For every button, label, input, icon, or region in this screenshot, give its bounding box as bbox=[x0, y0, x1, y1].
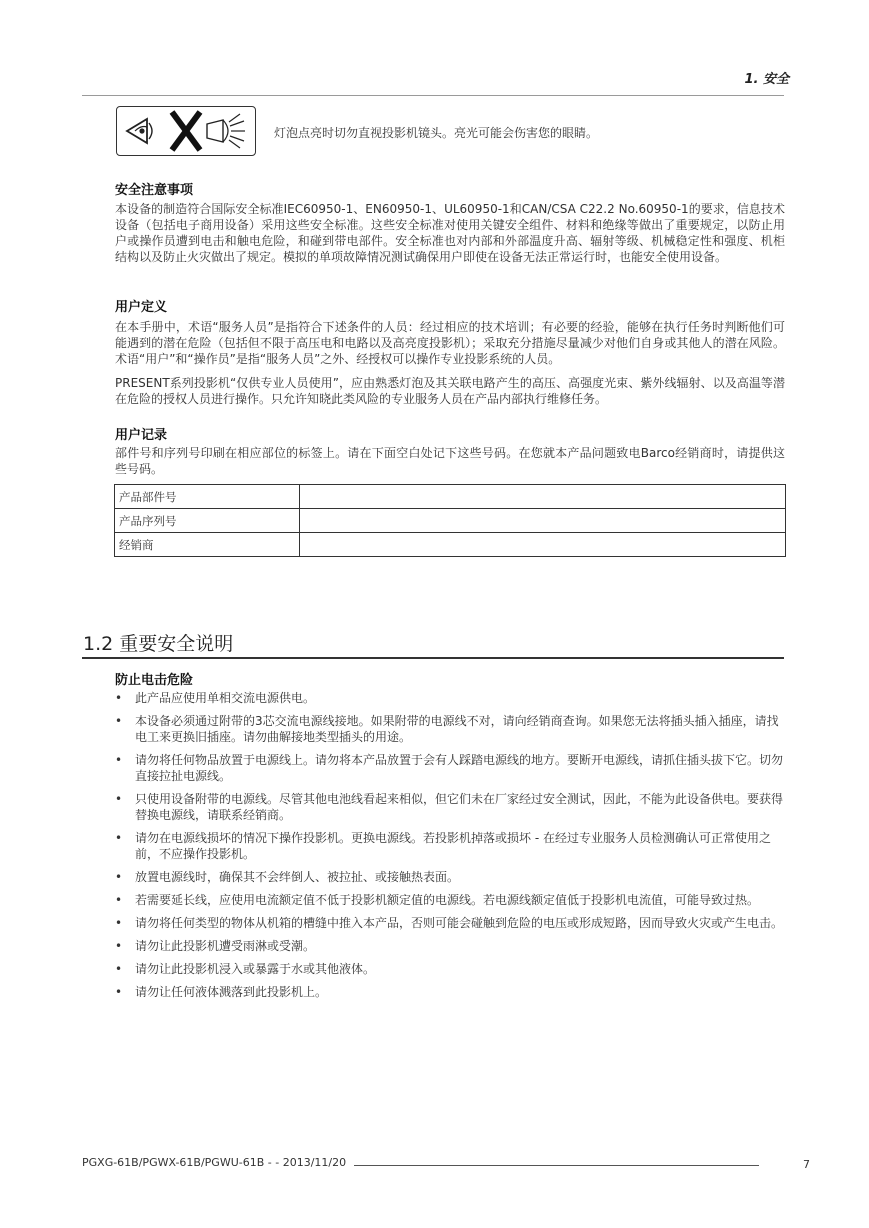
list-item-text: 请勿让此投影机遭受雨淋或受潮。 bbox=[135, 939, 316, 953]
list-item bbox=[115, 791, 787, 823]
table-row bbox=[115, 509, 786, 533]
user-record-title: 用户记录 bbox=[115, 428, 168, 443]
list-item bbox=[115, 869, 787, 885]
list-item bbox=[115, 961, 787, 977]
list-item bbox=[115, 915, 787, 931]
record-label-part-number: 产品部件号 bbox=[115, 485, 300, 509]
list-item-text: 请勿在电源线损坏的情况下操作投影机。更换电源线。若投影机掉落或损坏 - 在经过专业服务人员检测确认可正常使用之前，不应操作投影机。 bbox=[135, 831, 771, 861]
footer-model-date: PGXG-61B/PGWX-61B/PGWU-61B - - 2013/11/20 bbox=[82, 1156, 347, 1169]
warning-text: 灯泡点亮时切勿直视投影机镜头。亮光可能会伤害您的眼睛。 bbox=[274, 126, 599, 140]
bullet-icon: • bbox=[115, 792, 123, 806]
bullet-icon: • bbox=[115, 916, 123, 930]
record-value-part-number[interactable] bbox=[300, 485, 786, 509]
list-item-text: 请勿将任何类型的物体从机箱的槽缝中推入本产品，否则可能会碰触到危险的电压或形成短路，因而导致火灾或产生电击。 bbox=[135, 916, 784, 930]
list-item-text: 请勿让此投影机浸入或暴露于水或其他液体。 bbox=[135, 962, 376, 976]
list-item bbox=[115, 830, 787, 862]
safety-bullet-list bbox=[115, 690, 787, 1007]
bullet-icon: • bbox=[115, 831, 123, 845]
page-number: 7 bbox=[803, 1158, 810, 1171]
user-definition-para2: PRESENT系列投影机“仅供专业人员使用”，应由熟悉灯泡及其关联电路产生的高压、高强度光束、紫外线辐射、以及高温等潜在危险的授权人员进行操作。只允许知晓此类风险的专业服务人员在产品内部执行维修任务。 bbox=[115, 376, 785, 406]
chapter-header: 1. 安全 bbox=[744, 72, 789, 87]
list-item bbox=[115, 892, 787, 908]
list-item bbox=[115, 984, 787, 1000]
bullet-icon: • bbox=[115, 753, 123, 767]
user-record-body: 部件号和序列号印刷在相应部位的标签上。请在下面空白处记下这些号码。在您就本产品问题致电Barco经销商时，请提供这些号码。 bbox=[115, 446, 785, 476]
warning-pictogram bbox=[116, 106, 256, 156]
section-subtitle: 防止电击危险 bbox=[115, 673, 194, 688]
record-value-serial-number[interactable] bbox=[300, 509, 786, 533]
user-definition-para1: 在本手册中，术语“服务人员”是指符合下述条件的人员：经过相应的技术培训；有必要的经验，能够在执行任务时判断他们可能遇到的潜在危险（包括但不限于高压电和电路以及高亮度投影机）；采取充分措施尽量减少对他们自身或其他人的潜在风险。术语“用户”和“操作员”是指“服务人员”之外、经授权可以操作专业投影系统的人员。 bbox=[115, 320, 785, 366]
bullet-icon: • bbox=[115, 691, 123, 705]
list-item-text: 请勿让任何液体溅落到此投影机上。 bbox=[135, 985, 328, 999]
table-row bbox=[115, 485, 786, 509]
bullet-icon: • bbox=[115, 893, 123, 907]
bullet-icon: • bbox=[115, 985, 123, 999]
list-item-text: 请勿将任何物品放置于电源线上。请勿将本产品放置于会有人踩踏电源线的地方。要断开电源线，请抓住插头拔下它。切勿直接拉扯电源线。 bbox=[135, 753, 784, 783]
section-divider bbox=[82, 657, 784, 659]
bullet-icon: • bbox=[115, 714, 123, 728]
record-value-dealer[interactable] bbox=[300, 533, 786, 557]
safety-notes-body: 本设备的制造符合国际安全标准IEC60950-1、EN60950-1、UL60950-1和CAN/CSA C22.2 No.60950-1的要求，信息技术设备（包括电子商用设备）采用这些安全标准。这些安全标准对使用关键安全组件、材料和绝缘等做出了重要规定，以防止用户或操作员遭到电击和触电危险，和碰到带电部件。安全标准也对内部和外部温度升高、辐射等级、机械稳定性和强度、机柜结构以及防止火灾做出了规定。模拟的单项故障情况测试确保用户即使在设备无法正常运行时，也能安全使用设备。 bbox=[115, 202, 785, 264]
list-item bbox=[115, 938, 787, 954]
list-item bbox=[115, 690, 787, 706]
section-title: 1.2 重要安全说明 bbox=[83, 633, 234, 655]
safety-notes-title: 安全注意事项 bbox=[115, 183, 194, 198]
header-divider bbox=[82, 95, 784, 96]
bullet-icon: • bbox=[115, 870, 123, 884]
user-record-table bbox=[114, 484, 786, 557]
user-definition-title: 用户定义 bbox=[115, 300, 168, 315]
list-item bbox=[115, 752, 787, 784]
list-item-text: 只使用设备附带的电源线。尽管其他电池线看起来相似，但它们未在厂家经过安全测试，因此，不能为此设备供电。要获得替换电源线，请联系经销商。 bbox=[135, 792, 784, 822]
table-row bbox=[115, 533, 786, 557]
no-stare-eye-icon bbox=[117, 107, 255, 155]
list-item-text: 若需要延长线，应使用电流额定值不低于投影机额定值的电源线。若电源线额定值低于投影机电流值，可能导致过热。 bbox=[135, 893, 760, 907]
record-label-serial-number: 产品序列号 bbox=[115, 509, 300, 533]
list-item bbox=[115, 713, 787, 745]
list-item-text: 放置电源线时，确保其不会绊倒人、被拉扯、或接触热表面。 bbox=[135, 870, 460, 884]
footer-divider bbox=[354, 1165, 759, 1166]
record-label-dealer: 经销商 bbox=[115, 533, 300, 557]
list-item-text: 此产品应使用单相交流电源供电。 bbox=[135, 691, 316, 705]
bullet-icon: • bbox=[115, 962, 123, 976]
list-item-text: 本设备必须通过附带的3芯交流电源线接地。如果附带的电源线不对，请向经销商查询。如果您无法将插头插入插座，请找电工来更换旧插座。请勿曲解接地类型插头的用途。 bbox=[135, 714, 779, 744]
bullet-icon: • bbox=[115, 939, 123, 953]
